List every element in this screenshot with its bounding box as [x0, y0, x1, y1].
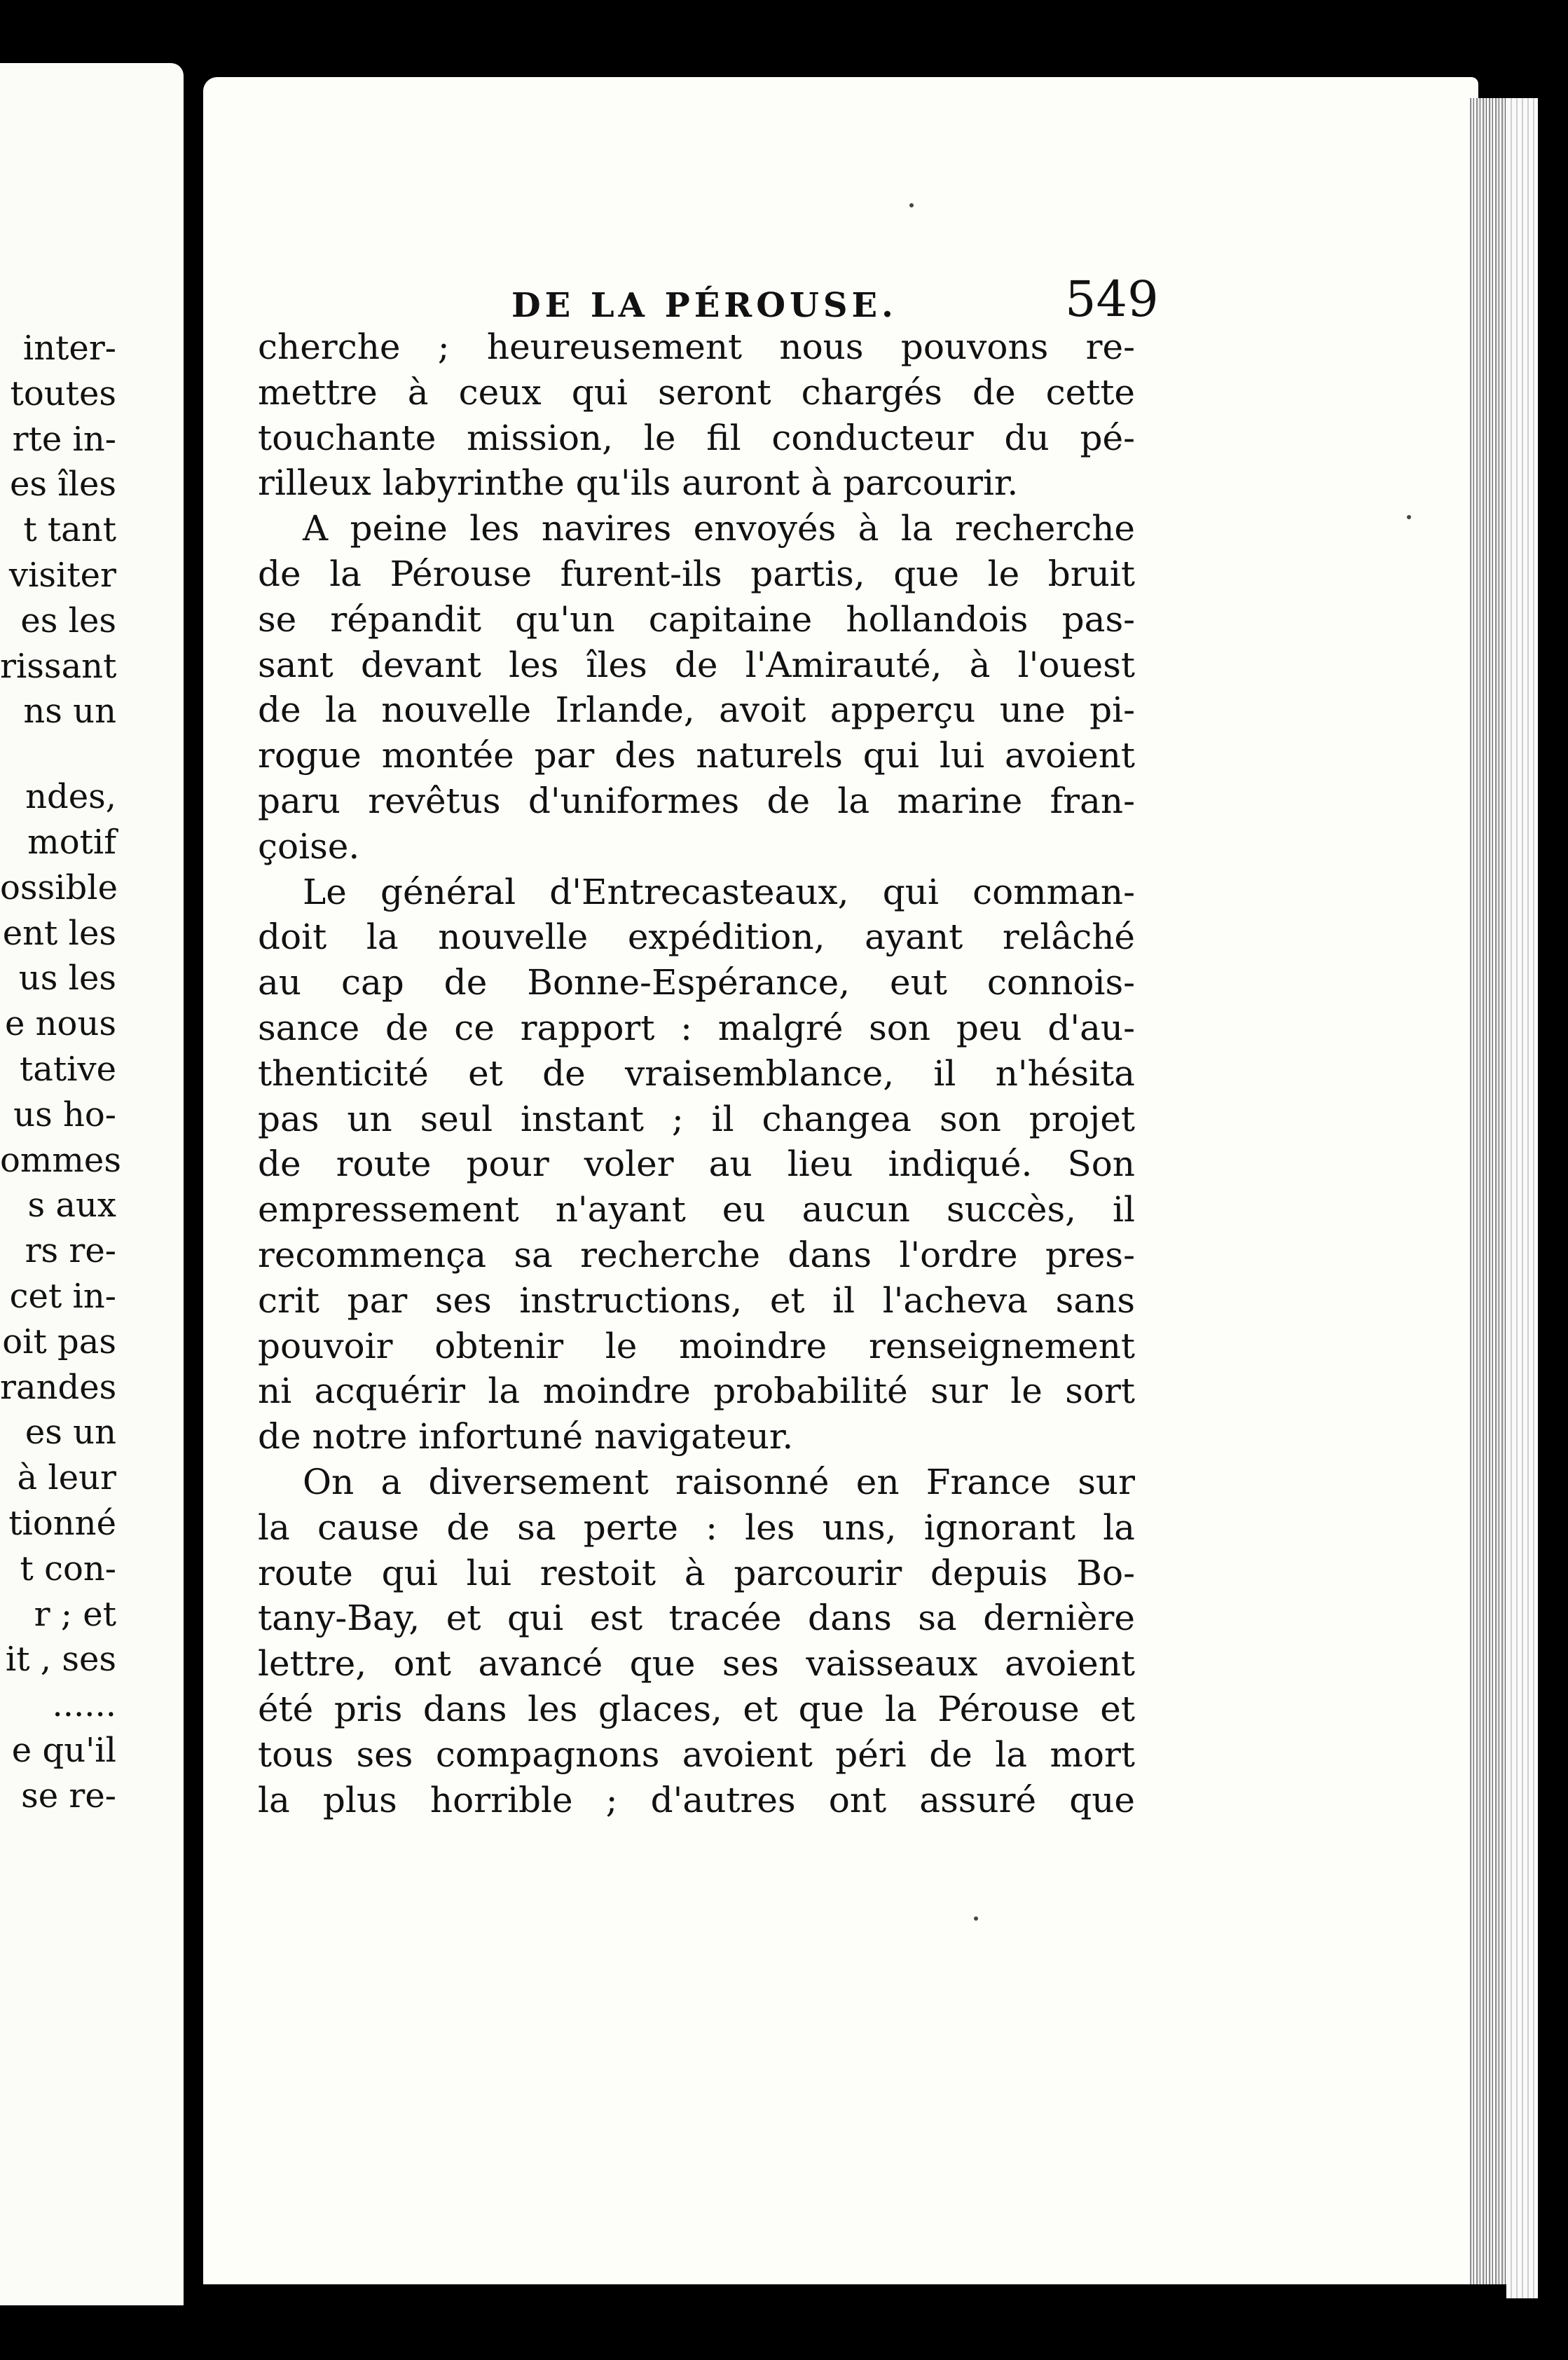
- page-edge-back: [1506, 98, 1538, 2298]
- facing-page-line: à leur: [17, 1458, 116, 1498]
- text-line: été pris dans les glaces, et que la Pérouse et: [258, 1688, 1135, 1729]
- facing-page-line: ns un: [23, 692, 116, 732]
- text-line: de notre infortuné navigateur.: [258, 1416, 794, 1457]
- page-header: [308, 270, 1159, 329]
- body-text: [258, 324, 1135, 1823]
- facing-page-line: tionné: [8, 1503, 116, 1543]
- running-head: DE LA PÉROUSE.: [511, 286, 898, 325]
- text-line: rogue montée par des naturels qui lui avoient: [258, 735, 1135, 776]
- text-line: recommença sa recherche dans l'ordre pres-: [258, 1234, 1135, 1275]
- text-line: paru revêtus d'uniformes de la marine fran-: [258, 780, 1135, 821]
- page-edge: [1468, 98, 1506, 2284]
- facing-page-line: motif: [27, 822, 116, 862]
- facing-page-line: e nous: [4, 1004, 116, 1044]
- facing-page-line: [0, 734, 116, 774]
- paper-speck: [909, 203, 914, 207]
- facing-page-line: ossible: [0, 867, 118, 907]
- facing-page-line: us ho-: [13, 1095, 116, 1134]
- text-line: de la Pérouse furent-ils partis, que le bruit: [258, 553, 1135, 594]
- page-number: 549: [1065, 270, 1159, 328]
- facing-page-line: se re-: [21, 1776, 116, 1816]
- facing-page-line: es les: [20, 601, 116, 640]
- facing-page-line: visiter: [8, 555, 116, 595]
- text-line: tous ses compagnons avoient péri de la mort: [258, 1734, 1135, 1775]
- text-line: empressement n'ayant eu aucun succès, il: [258, 1189, 1135, 1230]
- text-line: touchante mission, le fil conducteur du pé-: [258, 417, 1135, 458]
- text-line: sance de ce rapport : malgré son peu d'au-: [258, 1007, 1135, 1048]
- facing-page-line: rte in-: [12, 419, 116, 459]
- facing-page-line: t tant: [23, 510, 116, 550]
- text-line: la cause de sa perte : les uns, ignorant la: [258, 1507, 1135, 1548]
- paper-speck: [974, 1916, 978, 1921]
- facing-page-line: ......: [52, 1685, 116, 1725]
- text-line: rilleux labyrinthe qu'ils auront à parcourir.: [258, 462, 1019, 504]
- text-line: pouvoir obtenir le moindre renseignement: [258, 1325, 1135, 1366]
- text-line: de route pour voler au lieu indiqué. Son: [258, 1144, 1135, 1185]
- text-line: ni acquérir la moindre probabilité sur le sort: [258, 1371, 1135, 1412]
- text-line: çoise.: [258, 825, 360, 867]
- facing-page-line: it , ses: [5, 1640, 116, 1680]
- text-line: doit la nouvelle expédition, ayant relâché: [258, 917, 1135, 958]
- text-line: cherche ; heureusement nous pouvons re-: [258, 327, 1135, 367]
- facing-page-line: r ; et: [34, 1594, 116, 1634]
- facing-page-line: es un: [25, 1413, 116, 1453]
- text-line: crit par ses instructions, et il l'acheva sans: [258, 1280, 1135, 1321]
- facing-page-line: rissant: [0, 646, 117, 686]
- facing-page-line: oit pas: [2, 1322, 116, 1361]
- facing-page: [0, 63, 184, 2305]
- text-line: la plus horrible ; d'autres ont assuré que: [258, 1779, 1135, 1820]
- text-line: pas un seul instant ; il changea son projet: [258, 1098, 1135, 1139]
- text-line: tany-Bay, et qui est tracée dans sa dernière: [258, 1598, 1135, 1639]
- text-line: sant devant les îles de l'Amirauté, à l'ouest: [258, 644, 1135, 685]
- text-line: au cap de Bonne-Espérance, eut connois-: [258, 962, 1135, 1003]
- facing-page-line: ndes,: [25, 777, 116, 817]
- facing-page-line: es îles: [9, 465, 116, 505]
- text-line: A peine les navires envoyés à la recherche: [303, 508, 1135, 549]
- facing-page-line: inter-: [22, 329, 116, 368]
- paper-speck: [1407, 515, 1411, 519]
- facing-page-line: s aux: [27, 1186, 116, 1226]
- facing-page-line: cet in-: [9, 1276, 116, 1316]
- text-line: route qui lui restoit à parcourir depuis Bo-: [258, 1552, 1135, 1593]
- facing-page-text: [0, 326, 121, 1819]
- text-line: lettre, ont avancé que ses vaisseaux avoient: [258, 1643, 1135, 1685]
- text-line: Le général d'Entrecasteaux, qui comman-: [303, 871, 1135, 912]
- facing-page-line: randes: [0, 1367, 117, 1407]
- facing-page-line: us les: [18, 959, 116, 999]
- facing-page-line: toutes: [10, 373, 116, 413]
- facing-page-line: e qu'il: [11, 1730, 116, 1770]
- facing-page-line: ommes: [0, 1140, 121, 1180]
- text-line: thenticité et de vraisemblance, il n'hésita: [258, 1052, 1135, 1094]
- text-line: se répandit qu'un capitaine hollandois pas-: [258, 598, 1135, 640]
- text-line: de la nouvelle Irlande, avoit apperçu une pi-: [258, 690, 1135, 731]
- facing-page-line: tative: [19, 1049, 116, 1089]
- facing-page-line: t con-: [20, 1549, 116, 1589]
- text-line: mettre à ceux qui seront chargés de cette: [258, 371, 1135, 413]
- facing-page-line: ent les: [2, 913, 116, 953]
- text-line: On a diversement raisonné en France sur: [303, 1461, 1135, 1502]
- facing-page-line: rs re-: [25, 1231, 116, 1271]
